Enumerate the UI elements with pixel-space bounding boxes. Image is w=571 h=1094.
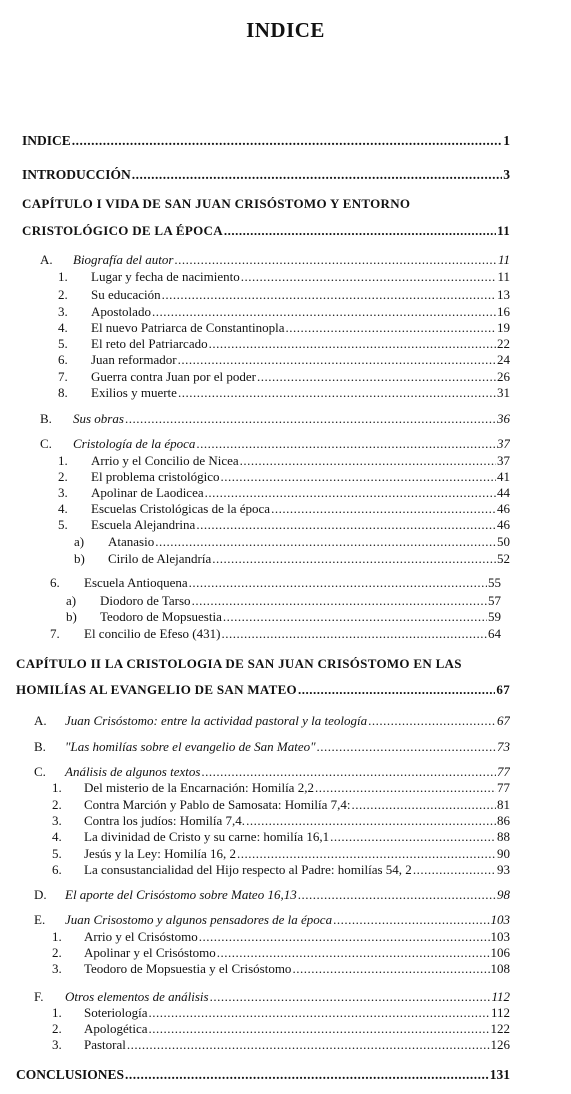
toc-entry-label: Jesús y la Ley: Homilía 16, 2 xyxy=(84,846,237,861)
dot-leader xyxy=(192,593,487,609)
toc-entry-number: a) xyxy=(66,593,77,608)
toc-entry-page-number: 46 xyxy=(497,501,510,516)
toc-entry-label: Teodoro de Mopsuestia xyxy=(100,609,222,624)
toc-entry-number: A. xyxy=(40,252,53,267)
toc-entry-label: Cristología de la época xyxy=(73,436,196,451)
toc-entry-label: Teodoro de Mopsuestia y el Crisóstomo xyxy=(84,961,292,976)
toc-entry xyxy=(52,961,510,977)
toc-entry-page-number: 64 xyxy=(488,626,501,641)
toc-entry xyxy=(52,1021,510,1037)
dot-leader xyxy=(271,501,496,517)
toc-entry-label: Escuela Alejandrina xyxy=(91,517,196,532)
toc-entry-number: 5. xyxy=(58,517,68,532)
toc-entry-number: 1. xyxy=(52,780,62,795)
toc-entry xyxy=(16,656,510,672)
toc-entry-page-number: 77 xyxy=(497,780,510,795)
toc-entry-number: 2. xyxy=(58,469,68,484)
toc-entry-number: D. xyxy=(34,887,47,902)
toc-entry-number: 3. xyxy=(58,485,68,500)
toc-entry xyxy=(58,453,510,469)
toc-entry-label: Escuelas Cristológicas de la época xyxy=(91,501,271,516)
dot-leader xyxy=(286,320,496,336)
toc-entry-page-number: 67 xyxy=(496,682,510,697)
toc-entry xyxy=(52,929,510,945)
toc-entry-number: 1. xyxy=(52,929,62,944)
dot-leader xyxy=(196,517,496,533)
toc-entry xyxy=(58,385,510,401)
toc-entry-label: Juan reformador xyxy=(91,352,177,367)
dot-leader xyxy=(221,469,496,485)
dot-leader xyxy=(178,385,496,401)
toc-entry-label: Escuela Antioquena xyxy=(84,575,188,590)
toc-entry-label: Apologética xyxy=(84,1021,148,1036)
toc-entry-number: B. xyxy=(40,411,52,426)
toc-entry-page-number: 16 xyxy=(497,304,510,319)
toc-entry-label: INDICE xyxy=(22,133,71,148)
toc-entry xyxy=(52,862,510,878)
dot-leader xyxy=(189,575,487,591)
toc-entry-page-number: 106 xyxy=(490,945,510,960)
toc-entry-page-number: 77 xyxy=(497,764,510,779)
toc-entry xyxy=(52,813,510,829)
toc-entry-label: Arrio y el Concilio de Nicea xyxy=(91,453,239,468)
toc-entry-page-number: 93 xyxy=(497,862,510,877)
toc-entry-label: El nuevo Patriarca de Constantinopla xyxy=(91,320,285,335)
dot-leader xyxy=(174,252,497,268)
dot-leader xyxy=(132,167,502,183)
toc-entry-label: Exilios y muerte xyxy=(91,385,177,400)
toc-entry-label: Contra los judíos: Homilía 7,4. xyxy=(84,813,246,828)
toc-entry xyxy=(58,304,510,320)
toc-entry-page-number: 41 xyxy=(497,469,510,484)
dot-leader xyxy=(221,626,487,642)
dot-leader xyxy=(413,862,496,878)
dot-leader xyxy=(317,739,496,755)
toc-entry-number: 2. xyxy=(52,945,62,960)
toc-entry xyxy=(40,252,510,268)
toc-entry-number: b) xyxy=(66,609,77,624)
dot-leader xyxy=(152,304,496,320)
toc-entry-page-number: 112 xyxy=(490,1005,510,1020)
dot-leader xyxy=(246,813,496,829)
toc-entry xyxy=(58,269,510,285)
toc-entry-label: Contra Marción y Pablo de Samosata: Homilía 7,4: xyxy=(84,797,351,812)
toc-entry xyxy=(74,551,510,567)
toc-entry-label: Análisis de algunos textos xyxy=(65,764,201,779)
toc-entry xyxy=(52,846,510,862)
toc-entry-number: 1. xyxy=(58,269,68,284)
toc-entry-label: CAPÍTULO I VIDA DE SAN JUAN CRISÓSTOMO Y ENTORNO xyxy=(22,196,411,211)
toc-entry-number: 3. xyxy=(52,813,62,828)
toc-entry-page-number: 131 xyxy=(489,1067,510,1082)
toc-entry-page-number: 37 xyxy=(497,453,510,468)
toc-entry-page-number: 44 xyxy=(497,485,510,500)
toc-entry-page-number: 67 xyxy=(497,713,510,728)
toc-entry-page-number: 86 xyxy=(497,813,510,828)
toc-entry-number: F. xyxy=(34,989,44,1004)
dot-leader xyxy=(149,1005,490,1021)
toc-entry-number: C. xyxy=(40,436,52,451)
dot-leader xyxy=(330,829,496,845)
dot-leader xyxy=(292,961,489,977)
toc-entry xyxy=(50,575,501,591)
toc-entry-page-number: 88 xyxy=(497,829,510,844)
toc-entry-page-number: 50 xyxy=(497,534,510,549)
toc-entry-label: HOMILÍAS AL EVANGELIO DE SAN MATEO xyxy=(16,682,297,697)
toc-entry xyxy=(66,593,501,609)
dot-leader xyxy=(257,369,496,385)
toc-entry-label: Otros elementos de análisis xyxy=(65,989,209,1004)
toc-entry-number: 1. xyxy=(58,453,68,468)
toc-entry-number: 6. xyxy=(58,352,68,367)
toc-entry xyxy=(66,609,501,625)
dot-leader xyxy=(368,713,496,729)
toc-entry-label: Arrio y el Crisóstomo xyxy=(84,929,198,944)
toc-entry xyxy=(58,352,510,368)
toc-entry-number: 3. xyxy=(52,961,62,976)
toc-entry-page-number: 24 xyxy=(497,352,510,367)
toc-entry-number: a) xyxy=(74,534,85,549)
toc-entry xyxy=(52,797,510,813)
dot-leader xyxy=(333,912,489,928)
toc-entry-page-number: 36 xyxy=(497,411,510,426)
dot-leader xyxy=(212,551,496,567)
toc-entry-number: 6. xyxy=(52,862,62,877)
toc-entry-page-number: 11 xyxy=(497,252,510,267)
toc-entry-page-number: 122 xyxy=(490,1021,510,1036)
toc-entry xyxy=(58,469,510,485)
toc-entry-page-number: 126 xyxy=(490,1037,510,1052)
toc-entry-label: Juan Crisóstomo: entre la actividad pastoral y la teología xyxy=(65,713,368,728)
dot-leader xyxy=(162,287,496,303)
toc-entry-page-number: 81 xyxy=(497,797,510,812)
toc-entry-number: 7. xyxy=(58,369,68,384)
toc-entry xyxy=(40,411,510,427)
toc-entry-number: 5. xyxy=(58,336,68,351)
toc-entry-page-number: 98 xyxy=(497,887,510,902)
page-title: INDICE xyxy=(246,18,325,42)
dot-leader xyxy=(196,436,496,452)
toc-entry xyxy=(52,1037,510,1053)
dot-leader xyxy=(298,682,495,698)
dot-leader xyxy=(205,485,496,501)
toc-entry xyxy=(22,167,510,183)
toc-entry-label: Cirilo de Alejandría xyxy=(108,551,212,566)
toc-entry-label: Lugar y fecha de nacimiento xyxy=(91,269,240,284)
toc-entry xyxy=(58,369,510,385)
toc-entry xyxy=(58,501,510,517)
dot-leader xyxy=(217,945,490,961)
dot-leader xyxy=(224,223,496,239)
dot-leader xyxy=(199,929,490,945)
toc-entry-page-number: 59 xyxy=(488,609,501,624)
toc-entry-label: El problema cristológico xyxy=(91,469,220,484)
toc-entry-page-number: 26 xyxy=(497,369,510,384)
toc-entry xyxy=(52,829,510,845)
dot-leader xyxy=(210,989,491,1005)
toc-entry-label: CONCLUSIONES xyxy=(16,1067,125,1082)
dot-leader xyxy=(240,453,496,469)
toc-entry-number: 6. xyxy=(50,575,60,590)
dot-leader xyxy=(155,534,496,550)
toc-entry-label: Juan Crisostomo y algunos pensadores de la época xyxy=(65,912,333,927)
toc-entry-number: 2. xyxy=(52,1021,62,1036)
toc-entry xyxy=(34,912,510,928)
toc-entry-page-number: 37 xyxy=(497,436,510,451)
toc-entry-label: Sus obras xyxy=(73,411,124,426)
toc-entry-number: 1. xyxy=(52,1005,62,1020)
dot-leader xyxy=(351,797,496,813)
toc-entry-number: C. xyxy=(34,764,46,779)
toc-entry-number: 4. xyxy=(58,320,68,335)
toc-entry-number: 4. xyxy=(52,829,62,844)
toc-entry-number: 3. xyxy=(52,1037,62,1052)
toc-entry-label: Biografía del autor xyxy=(73,252,174,267)
toc-entry-page-number: 13 xyxy=(497,287,510,302)
toc-entry-label: Guerra contra Juan por el poder xyxy=(91,369,256,384)
toc-entry-label: La divinidad de Cristo y su carne: homilía 16,1 xyxy=(84,829,330,844)
dot-leader xyxy=(125,1067,489,1083)
toc-entry-page-number: 11 xyxy=(497,223,510,238)
toc-entry xyxy=(22,133,510,149)
toc-entry xyxy=(34,887,510,903)
dot-leader xyxy=(201,764,496,780)
toc-entry xyxy=(50,626,501,642)
toc-entry-label: "Las homilías sobre el evangelio de San Mateo" xyxy=(65,739,316,754)
toc-entry-number: 2. xyxy=(52,797,62,812)
toc-entry-page-number: 90 xyxy=(497,846,510,861)
dot-leader xyxy=(178,352,496,368)
toc-entry-label: El reto del Patriarcado xyxy=(91,336,208,351)
toc-entry xyxy=(22,196,510,212)
toc-entry-number: 3. xyxy=(58,304,68,319)
toc-entry xyxy=(16,682,510,698)
toc-entry-page-number: 3 xyxy=(503,167,510,182)
dot-leader xyxy=(237,846,496,862)
toc-entry-number: B. xyxy=(34,739,46,754)
toc-entry-label: Del misterio de la Encarnación: Homilía 2,2 xyxy=(84,780,314,795)
toc-entry xyxy=(52,1005,510,1021)
toc-entry xyxy=(16,1067,510,1083)
toc-entry-label: El aporte del Crisóstomo sobre Mateo 16,13 xyxy=(65,887,297,902)
toc-entry-number: b) xyxy=(74,551,85,566)
toc-entry-number: 5. xyxy=(52,846,62,861)
toc-entry-page-number: 1 xyxy=(503,133,510,148)
toc-entry-number: 2. xyxy=(58,287,68,302)
toc-entry-label: Soteriología xyxy=(84,1005,148,1020)
toc-entry-label: Su educación xyxy=(91,287,161,302)
toc-entry xyxy=(34,739,510,755)
toc-entry xyxy=(58,320,510,336)
toc-entry-number: 8. xyxy=(58,385,68,400)
toc-entry-page-number: 103 xyxy=(490,929,510,944)
toc-entry-page-number: 57 xyxy=(488,593,501,608)
toc-entry-label: El concilio de Efeso (431) xyxy=(84,626,221,641)
toc-entry-label: Apolinar y el Crisóstomo xyxy=(84,945,216,960)
toc-entry-number: A. xyxy=(34,713,47,728)
toc-entry-label: Diodoro de Tarso xyxy=(100,593,191,608)
toc-entry-page-number: 22 xyxy=(497,336,510,351)
toc-entry xyxy=(34,989,510,1005)
toc-entry xyxy=(74,534,510,550)
toc-entry-page-number: 55 xyxy=(488,575,501,590)
dot-leader xyxy=(241,269,497,285)
toc-entry-page-number: 73 xyxy=(497,739,510,754)
dot-leader xyxy=(315,780,496,796)
toc-entry xyxy=(34,764,510,780)
toc-entry xyxy=(40,436,510,452)
toc-entry xyxy=(52,945,510,961)
toc-entry-page-number: 52 xyxy=(497,551,510,566)
dot-leader xyxy=(223,609,487,625)
toc-entry-page-number: 112 xyxy=(491,989,510,1004)
dot-leader xyxy=(125,411,496,427)
toc-entry-label: CRISTOLÓGICO DE LA ÉPOCA xyxy=(22,223,223,238)
toc-entry xyxy=(58,287,510,303)
dot-leader xyxy=(72,133,502,149)
toc-entry-page-number: 46 xyxy=(497,517,510,532)
toc-entry xyxy=(22,223,510,239)
toc-entry xyxy=(52,780,510,796)
toc-entry xyxy=(58,517,510,533)
toc-entry-page-number: 31 xyxy=(497,385,510,400)
dot-leader xyxy=(149,1021,490,1037)
toc-entry-number: 4. xyxy=(58,501,68,516)
toc-entry-page-number: 11 xyxy=(497,269,510,284)
toc-entry-page-number: 108 xyxy=(490,961,510,976)
dot-leader xyxy=(127,1037,490,1053)
dot-leader xyxy=(209,336,496,352)
toc-entry-label: Apostolado xyxy=(91,304,151,319)
toc-entry-label: Pastoral xyxy=(84,1037,126,1052)
toc-entry-label: Atanasio xyxy=(108,534,155,549)
toc-entry xyxy=(58,336,510,352)
toc-entry-label: La consustancialidad del Hijo respecto al Padre: homilías 54, 2 xyxy=(84,862,412,877)
toc-entry xyxy=(58,485,510,501)
toc-entry-page-number: 103 xyxy=(490,912,510,927)
toc-entry-number: 7. xyxy=(50,626,60,641)
dot-leader xyxy=(298,887,496,903)
toc-entry-page-number: 19 xyxy=(497,320,510,335)
toc-entry-label: Apolinar de Laodicea xyxy=(91,485,204,500)
toc-entry-label: CAPÍTULO II LA CRISTOLOGIA DE SAN JUAN CRISÓSTOMO EN LAS xyxy=(16,656,462,671)
toc-entry-label: INTRODUCCIÓN xyxy=(22,167,131,182)
toc-entry xyxy=(34,713,510,729)
toc-entry-number: E. xyxy=(34,912,46,927)
